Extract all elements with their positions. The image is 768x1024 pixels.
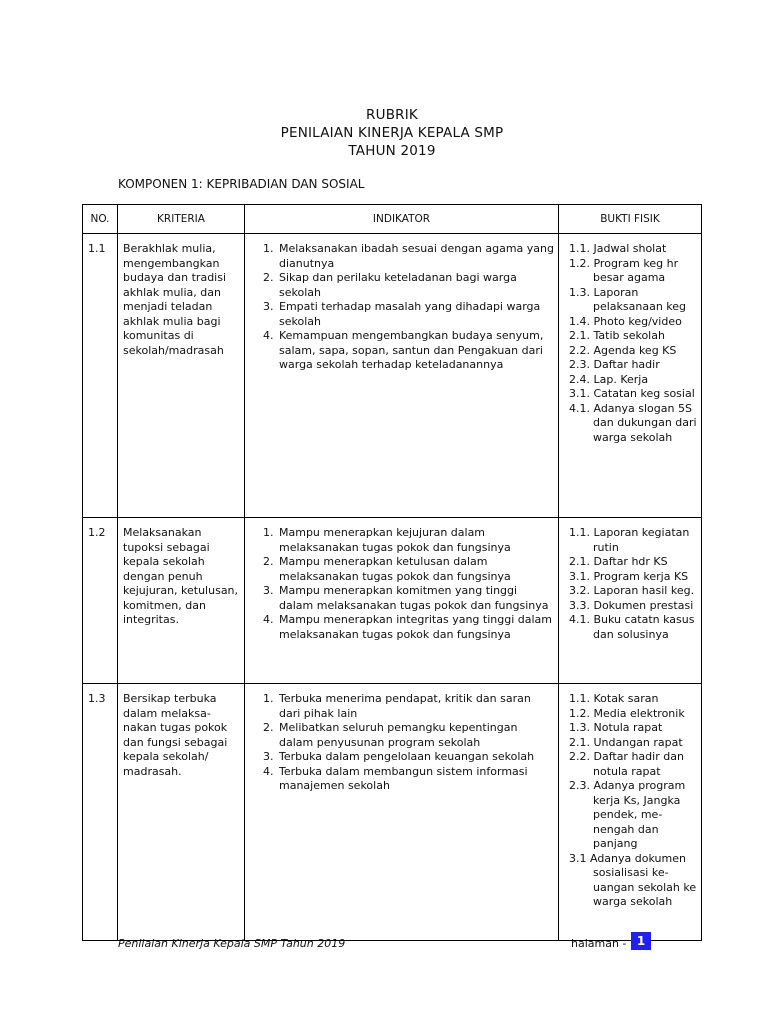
bukti-item: 2.2. Agenda keg KS bbox=[569, 343, 677, 357]
bukti-item: 1.3. Laporan pelaksanaan keg bbox=[569, 285, 687, 313]
bukti-item: 2.1. Daftar hdr KS bbox=[569, 555, 668, 568]
footer-page-label: halaman - bbox=[571, 937, 627, 950]
indikator-item: 4. Mampu menerapkan integritas yang tinggi dalam melaksanakan tugas pokok dan fungsinya bbox=[263, 613, 552, 641]
row-number: 1.1 bbox=[83, 234, 118, 518]
row-number: 1.2 bbox=[83, 518, 118, 684]
bukti-item: 2.4. Lap. Kerja bbox=[569, 372, 649, 386]
bukti-item: 3.1. Program kerja KS bbox=[569, 569, 689, 583]
header-no: NO. bbox=[83, 205, 118, 234]
bukti-item: 1.1. Jadwal sholat bbox=[569, 242, 667, 255]
document-year: TAHUN 2019 bbox=[348, 143, 436, 159]
document-subtitle: PENILAIAN KINERJA KEPALA SMP bbox=[280, 125, 504, 141]
bukti-item: 3.1. Catatan keg sosial bbox=[569, 387, 695, 400]
bukti-item: 1.2. Program keg hr besar agama bbox=[569, 256, 679, 284]
kriteria-cell: Berakhlak mulia, mengembangkan budaya dan tradisi akhlak mulia, dan menjadi teladan akhlak mulia bagi komunitas di sekolah/madrasah bbox=[118, 234, 245, 518]
bukti-item: 2.1. Tatib sekolah bbox=[569, 329, 665, 342]
indikator-item: 2. Sikap dan perilaku keteladanan bagi warga sekolah bbox=[263, 271, 517, 299]
bukti-item: 1.1. Laporan kegiatan rutin bbox=[569, 526, 690, 554]
footer-document-title: Penilaian Kinerja Kepala SMP Tahun 2019 bbox=[118, 937, 346, 950]
row-number: 1.3 bbox=[83, 684, 118, 941]
bukti-item: 1.4. Photo keg/video bbox=[569, 314, 682, 328]
header-kriteria: KRITERIA bbox=[118, 205, 245, 234]
bukti-item: 1.1. Kotak saran bbox=[569, 692, 659, 705]
table-header-row bbox=[83, 205, 702, 234]
table-row bbox=[83, 684, 702, 941]
indikator-item: 3. Mampu menerapkan komitmen yang tinggi dalam melaksanakan tugas pokok dan fungsinya bbox=[263, 584, 549, 612]
komponen-heading: KOMPONEN 1: KEPRIBADIAN DAN SOSIAL bbox=[118, 177, 365, 191]
kriteria-cell: Bersikap terbuka dalam melaksa-nakan tugas pokok dan fungsi sebagai kepala sekolah/ madrasah. bbox=[118, 684, 245, 941]
bukti-fisik-cell bbox=[559, 234, 702, 518]
kriteria-cell: Melaksanakan tupoksi sebagai kepala sekolah dengan penuh kejujuran, ketulusan, komitmen, dan integritas. bbox=[118, 518, 245, 684]
indikator-item: 2. Mampu menerapkan ketulusan dalam melaksanakan tugas pokok dan fungsinya bbox=[263, 555, 511, 583]
indikator-item: 3. Empati terhadap masalah yang dihadapi warga sekolah bbox=[263, 300, 541, 328]
indikator-item: 2. Melibatkan seluruh pemangku kepentingan dalam penyusunan program sekolah bbox=[263, 721, 518, 749]
bukti-item: 2.1. Undangan rapat bbox=[569, 735, 683, 749]
bukti-item: 2.3. Adanya program kerja Ks, Jangka pendek, me-nengah dan panjang bbox=[569, 779, 686, 850]
indikator-cell bbox=[245, 684, 559, 941]
bukti-fisik-cell bbox=[559, 684, 702, 941]
bukti-fisik-cell bbox=[559, 518, 702, 684]
indikator-item: 1. Terbuka menerima pendapat, kritik dan saran dari pihak lain bbox=[263, 692, 531, 720]
indikator-item: 3. Terbuka dalam pengelolaan keuangan sekolah bbox=[263, 750, 535, 763]
document-title: RUBRIK bbox=[366, 107, 418, 123]
indikator-cell bbox=[245, 234, 559, 518]
page-number-badge: 1 bbox=[631, 932, 651, 950]
bukti-item: 1.2. Media elektronik bbox=[569, 706, 685, 720]
header-indikator: INDIKATOR bbox=[245, 205, 559, 234]
indikator-cell bbox=[245, 518, 559, 684]
bukti-item: 2.3. Daftar hadir bbox=[569, 358, 660, 371]
indikator-item: 4. Kemampuan mengembangkan budaya senyum, salam, sapa, sopan, santun dan Pengakuan dari warga sekolah terhadap keteladanannya bbox=[263, 329, 544, 371]
bukti-item: 4.1. Buku catatn kasus dan solusinya bbox=[569, 613, 695, 641]
table-row bbox=[83, 234, 702, 518]
bukti-item: 3.1 Adanya dokumen sosialisasi ke-uangan sekolah ke warga sekolah bbox=[569, 851, 697, 908]
bukti-item: 2.2. Daftar hadir dan notula rapat bbox=[569, 750, 684, 778]
indikator-item: 1. Mampu menerapkan kejujuran dalam melaksanakan tugas pokok dan fungsinya bbox=[263, 526, 511, 554]
table-row bbox=[83, 518, 702, 684]
rubrik-table bbox=[82, 204, 702, 941]
indikator-item: 4. Terbuka dalam membangun sistem informasi manajemen sekolah bbox=[263, 764, 528, 792]
indikator-item: 1. Melaksanakan ibadah sesuai dengan agama yang dianutnya bbox=[263, 242, 554, 270]
bukti-item: 1.3. Notula rapat bbox=[569, 721, 663, 734]
bukti-item: 3.3. Dokumen prestasi bbox=[569, 598, 694, 612]
bukti-item: 3.2. Laporan hasil keg. bbox=[569, 584, 695, 597]
header-bukti-fisik: BUKTI FISIK bbox=[559, 205, 702, 234]
bukti-item: 4.1. Adanya slogan 5S dan dukungan dari warga sekolah bbox=[569, 401, 697, 444]
